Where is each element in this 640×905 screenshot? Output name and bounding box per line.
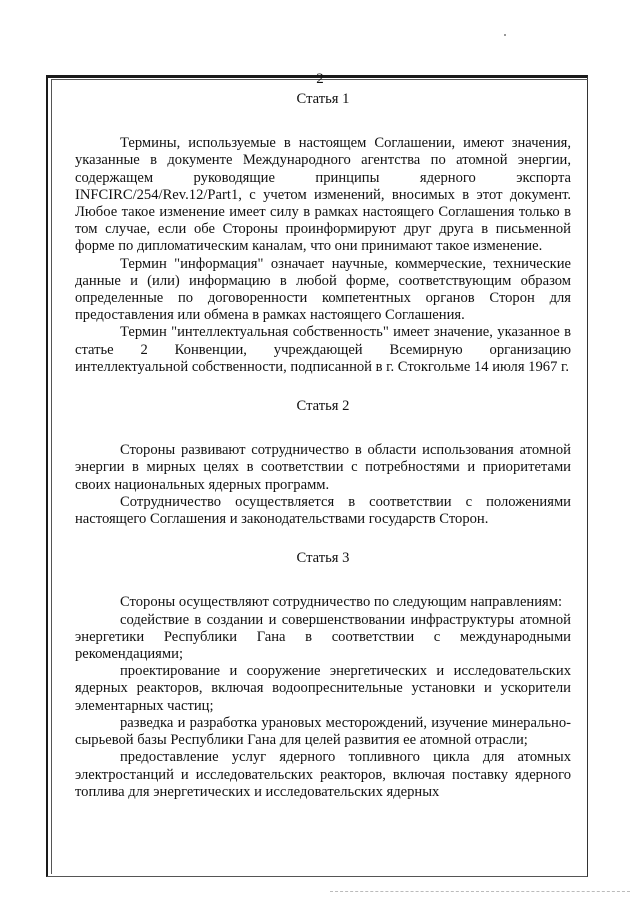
- document-body: [75, 91, 571, 801]
- article-3-paragraph: Стороны осуществляют сотрудничество по следующим направлениям:: [120, 594, 563, 611]
- article-1-paragraph: Термины, используемые в настоящем Соглашении, имеют значения, указанные в документе Международного агентства по атомной энергии, содержащем руководящие принципы ядерного экспорта INFCIRC/254/Rev.12/Part1, с учетом изменений, вносимых в этот документ. Любое такое изменение имеет силу в рамках настоящего Соглашения только в том случае, если обе Стороны проинформируют друг друга в письменной форме по дипломатическим каналам, что они принимают такое изменение.: [75, 135, 571, 255]
- page-number: 2: [316, 71, 324, 87]
- article-2-heading: Статья 2: [296, 398, 350, 415]
- article-3-list-item: содействие в создании и совершенствовании инфраструктуры атомной энергетики Республики Гана в соответствии с международными рекомендациями;: [75, 611, 571, 663]
- article-3-list-item: разведка и разработка урановых месторождений, изучение минерально-сырьевой базы Республики Гана для целей развития ее атомной отрасли;: [75, 714, 571, 749]
- article-3-heading: Статья 3: [296, 550, 350, 567]
- article-2-paragraph: Стороны развивают сотрудничество в области использования атомной энергии в мирных целях в соответствии с потребностями и приоритетами своих национальных ядерных программ.: [75, 442, 571, 493]
- article-1-heading: Статья 1: [296, 91, 350, 107]
- article-3-list-item: проектирование и сооружение энергетических и исследовательских ядерных реакторов, включая водоопреснительные установки и ускорители элементарных частиц;: [75, 663, 571, 714]
- article-2-paragraph: Сотрудничество осуществляется в соответствии с положениями настоящего Соглашения и законодательствами государств Сторон.: [75, 493, 571, 528]
- article-3-list-item: предоставление услуг ядерного топливного цикла для атомных электростанций и исследовательских реакторов, включая поставку ядерного топлива для энергетических и исследовательских ядерных: [75, 749, 571, 800]
- article-1-paragraph: Термин "интеллектуальная собственность" имеет значение, указанное в статье 2 Конвенции, учреждающей Всемирную организацию интеллектуальной собственности, подписанной в г. Стокгольме 14 июля 1967 г.: [75, 324, 571, 375]
- scan-speck: [504, 34, 506, 36]
- scan-artifact-line: [330, 891, 630, 893]
- article-1-paragraph: Термин "информация" означает научные, коммерческие, технические данные и (или) информацию в любой форме, соответствующим образом определенные по договоренности компетентных органов Сторон для предоставления или обмена в рамках настоящего Соглашения.: [75, 255, 571, 324]
